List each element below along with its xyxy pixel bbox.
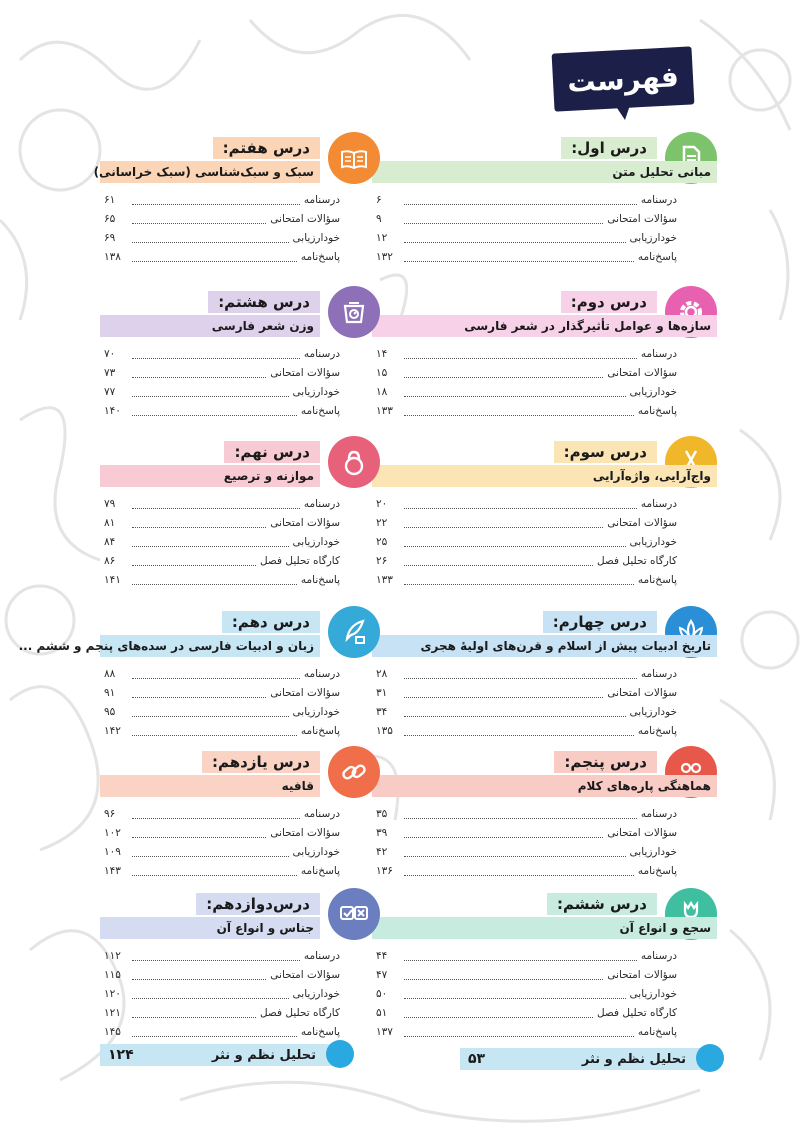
list-item[interactable] (100, 1003, 380, 1022)
lesson-items (100, 804, 380, 880)
book-quill-icon (338, 142, 370, 174)
item-page: ۹۵ (104, 705, 116, 718)
item-page: ۲۰ (376, 497, 388, 510)
list-item[interactable] (372, 382, 717, 401)
list-item[interactable] (372, 228, 717, 247)
item-page: ۲۶ (376, 554, 388, 567)
dot-leader (132, 669, 300, 679)
list-item[interactable] (100, 551, 380, 570)
list-item[interactable] (100, 842, 380, 861)
item-name: کارگاه تحلیل فصل (259, 1006, 340, 1019)
list-item[interactable] (372, 1003, 717, 1022)
item-page: ۳۵ (376, 807, 388, 820)
item-name: سؤالات امتحانی (270, 686, 340, 699)
scale-icon (339, 297, 369, 327)
list-item[interactable] (100, 247, 380, 266)
list-item[interactable] (372, 984, 717, 1003)
summary-dot (326, 1040, 354, 1068)
item-name: خودارزیابی (292, 987, 340, 1000)
item-page: ۷۹ (104, 497, 116, 510)
item-page: ۹۶ (104, 807, 116, 820)
item-name: پاسخ‌نامه (300, 404, 340, 417)
lesson-9[interactable] (100, 436, 380, 586)
summary-analysis-left[interactable] (100, 1044, 340, 1066)
lesson-icon (328, 746, 380, 798)
item-name: سؤالات امتحانی (270, 968, 340, 981)
item-name: خودارزیابی (629, 845, 677, 858)
item-page: ۲۵ (376, 535, 388, 548)
dot-leader (132, 1008, 256, 1018)
item-page: ۴۲ (376, 845, 388, 858)
summary-label: تحلیل نظم و نثر (211, 1047, 316, 1063)
item-name: خودارزیابی (292, 231, 340, 244)
dot-leader (132, 707, 289, 717)
lesson-11[interactable] (100, 746, 380, 886)
item-page: ۱۴ (376, 347, 388, 360)
list-item[interactable] (372, 1022, 717, 1041)
item-page: ۸۸ (104, 667, 116, 680)
list-item[interactable] (372, 683, 717, 702)
lesson-title: واج‌آرایی، واژه‌آرایی (372, 465, 717, 487)
item-page: ۵۰ (376, 987, 388, 1000)
lesson-title: قافیه (100, 775, 320, 797)
item-page: ۱۲ (376, 231, 388, 244)
item-page: ۱۴۲ (104, 724, 121, 737)
dot-leader (404, 726, 634, 736)
list-item[interactable] (100, 344, 380, 363)
list-item[interactable] (372, 532, 717, 551)
list-item[interactable] (372, 804, 717, 823)
list-item[interactable] (372, 551, 717, 570)
item-name: پاسخ‌نامه (637, 1025, 677, 1038)
lesson-title: جناس و انواع آن (100, 917, 320, 939)
list-item[interactable] (100, 1022, 380, 1041)
dot-leader (404, 518, 603, 528)
item-page: ۱۰۲ (104, 826, 121, 839)
item-page: ۷۰ (104, 347, 116, 360)
lesson-4[interactable] (372, 606, 717, 746)
item-page: ۱۳۶ (376, 864, 393, 877)
dot-leader (132, 233, 289, 243)
item-name: سؤالات امتحانی (607, 366, 677, 379)
item-page: ۱۱۲ (104, 949, 121, 962)
lesson-label: درس چهارم: (543, 611, 657, 633)
lesson-title: سازه‌ها و عوامل تأثیرگذار در شعر فارسی (372, 315, 717, 337)
item-name: درسنامه (303, 807, 340, 820)
item-page: ۱۳۵ (376, 724, 393, 737)
dot-leader (404, 556, 593, 566)
item-page: ۷۳ (104, 366, 116, 379)
dot-leader (404, 707, 626, 717)
item-page: ۱۲۱ (104, 1006, 121, 1019)
lesson-title: وزن شعر فارسی (100, 315, 320, 337)
summary-page: ۵۳ (468, 1051, 486, 1067)
item-page: ۱۴۱ (104, 573, 121, 586)
lesson-2[interactable] (372, 286, 717, 426)
lesson-8[interactable] (100, 286, 380, 426)
item-name: پاسخ‌نامه (300, 724, 340, 737)
item-page: ۸۱ (104, 516, 116, 529)
item-page: ۶۹ (104, 231, 116, 244)
lesson-title: سبک و سبک‌شناسی (سبک خراسانی) (100, 161, 320, 183)
list-item[interactable] (372, 664, 717, 683)
dot-leader (404, 847, 626, 857)
lesson-title: تاریخ ادبیات پیش از اسلام و قرن‌های اولیۀ هجری (372, 635, 717, 657)
item-name: پاسخ‌نامه (637, 573, 677, 586)
item-name: پاسخ‌نامه (637, 724, 677, 737)
list-item[interactable] (100, 494, 380, 513)
dot-leader (404, 368, 603, 378)
item-name: درسنامه (640, 667, 677, 680)
lesson-items (372, 344, 717, 420)
lesson-label: درس اول: (561, 137, 657, 159)
list-item[interactable] (372, 823, 717, 842)
lesson-3[interactable] (372, 436, 717, 586)
item-name: پاسخ‌نامه (637, 404, 677, 417)
item-name: خودارزیابی (629, 231, 677, 244)
lesson-items (100, 664, 380, 740)
lesson-label: درس دهم: (222, 611, 320, 633)
dot-leader (132, 970, 266, 980)
list-item[interactable] (100, 984, 380, 1003)
lesson-label: درس هشتم: (208, 291, 320, 313)
item-page: ۸۴ (104, 535, 116, 548)
item-page: ۴۴ (376, 949, 388, 962)
list-item[interactable] (100, 702, 380, 721)
item-name: درسنامه (640, 347, 677, 360)
item-name: پاسخ‌نامه (300, 1025, 340, 1038)
dot-leader (132, 809, 300, 819)
summary-analysis-right[interactable] (460, 1048, 710, 1070)
item-name: سؤالات امتحانی (607, 212, 677, 225)
item-name: سؤالات امتحانی (607, 516, 677, 529)
dot-leader (132, 828, 266, 838)
item-page: ۱۳۷ (376, 1025, 393, 1038)
dot-leader (132, 1027, 297, 1037)
dot-leader (404, 349, 637, 359)
list-item[interactable] (372, 570, 717, 589)
list-item[interactable] (372, 721, 717, 740)
list-item[interactable] (100, 721, 380, 740)
item-name: درسنامه (303, 949, 340, 962)
lesson-label: درس یازدهم: (202, 751, 320, 773)
item-name: خودارزیابی (629, 705, 677, 718)
dot-leader (404, 989, 626, 999)
lesson-5[interactable] (372, 746, 717, 886)
list-item[interactable] (372, 946, 717, 965)
list-item[interactable] (100, 228, 380, 247)
lesson-items (372, 190, 717, 266)
dot-leader (404, 575, 634, 585)
lesson-icon (328, 436, 380, 488)
item-page: ۳۱ (376, 686, 388, 699)
dot-leader (404, 828, 603, 838)
dot-leader (404, 970, 603, 980)
dot-leader (132, 387, 289, 397)
lesson-icon (328, 606, 380, 658)
check-cross-icon (338, 898, 370, 930)
dot-leader (132, 406, 297, 416)
item-name: خودارزیابی (292, 705, 340, 718)
list-item[interactable] (100, 382, 380, 401)
lesson-12[interactable] (100, 888, 380, 1038)
quill-inkpot-icon (339, 617, 369, 647)
item-page: ۵۱ (376, 1006, 388, 1019)
lesson-title: موازنه و ترصیع (100, 465, 320, 487)
item-name: سؤالات امتحانی (607, 968, 677, 981)
dot-leader (132, 726, 297, 736)
item-page: ۶۵ (104, 212, 116, 225)
list-item[interactable] (372, 702, 717, 721)
item-name: سؤالات امتحانی (607, 826, 677, 839)
toc-header-badge (553, 50, 693, 116)
chain-link-icon (339, 757, 369, 787)
dot-leader (404, 669, 637, 679)
item-name: درسنامه (303, 497, 340, 510)
lesson-items (100, 344, 380, 420)
item-page: ۱۳۳ (376, 573, 393, 586)
item-name: درسنامه (303, 347, 340, 360)
lesson-label: درس هفتم: (213, 137, 320, 159)
dot-leader (404, 537, 626, 547)
lesson-6[interactable] (372, 888, 717, 1038)
item-page: ۲۲ (376, 516, 388, 529)
dot-leader (404, 387, 626, 397)
lesson-1[interactable] (372, 132, 717, 272)
item-page: ۱۴۵ (104, 1025, 121, 1038)
item-name: درسنامه (640, 193, 677, 206)
kettlebell-icon (339, 447, 369, 477)
dot-leader (404, 951, 637, 961)
lesson-10[interactable] (18, 606, 380, 746)
item-name: کارگاه تحلیل فصل (596, 1006, 677, 1019)
dot-leader (132, 951, 300, 961)
list-item[interactable] (372, 494, 717, 513)
list-item[interactable] (100, 532, 380, 551)
dot-leader (132, 575, 297, 585)
dot-leader (132, 349, 300, 359)
lesson-items (100, 190, 380, 266)
lesson-label: درس پنجم: (554, 751, 657, 773)
item-page: ۸۶ (104, 554, 116, 567)
lesson-label: درس ششم: (547, 893, 657, 915)
dot-leader (132, 214, 266, 224)
lesson-items (372, 494, 717, 589)
item-name: درسنامه (640, 497, 677, 510)
list-item[interactable] (100, 570, 380, 589)
lesson-title: مبانی تحلیل متن (372, 161, 717, 183)
dot-leader (132, 688, 266, 698)
page-title: فهرست (552, 46, 695, 111)
list-item[interactable] (100, 190, 380, 209)
list-item[interactable] (372, 401, 717, 420)
list-item[interactable] (100, 513, 380, 532)
item-page: ۷۷ (104, 385, 116, 398)
dot-leader (132, 847, 289, 857)
list-item[interactable] (100, 401, 380, 420)
dot-leader (132, 518, 266, 528)
item-name: پاسخ‌نامه (300, 573, 340, 586)
list-item[interactable] (372, 344, 717, 363)
list-item[interactable] (100, 664, 380, 683)
list-item[interactable] (100, 946, 380, 965)
lesson-label: درس دوم: (561, 291, 657, 313)
item-name: پاسخ‌نامه (300, 250, 340, 263)
dot-leader (404, 809, 637, 819)
list-item[interactable] (100, 804, 380, 823)
item-name: خودارزیابی (629, 987, 677, 1000)
dot-leader (404, 214, 603, 224)
lesson-label: درس نهم: (224, 441, 320, 463)
item-name: سؤالات امتحانی (270, 516, 340, 529)
list-item[interactable] (100, 209, 380, 228)
item-name: پاسخ‌نامه (637, 864, 677, 877)
item-page: ۹۱ (104, 686, 116, 699)
lesson-label: درس‌دوازدهم: (196, 893, 320, 915)
item-page: ۱۲۰ (104, 987, 121, 1000)
item-page: ۱۸ (376, 385, 388, 398)
lesson-label: درس سوم: (554, 441, 657, 463)
item-page: ۲۸ (376, 667, 388, 680)
list-item[interactable] (372, 190, 717, 209)
lesson-7[interactable] (93, 132, 380, 272)
item-page: ۱۴۳ (104, 864, 121, 877)
list-item[interactable] (100, 683, 380, 702)
item-name: کارگاه تحلیل فصل (596, 554, 677, 567)
dot-leader (132, 866, 297, 876)
item-page: ۱۳۳ (376, 404, 393, 417)
list-item[interactable] (372, 861, 717, 880)
item-page: ۳۴ (376, 705, 388, 718)
dot-leader (404, 406, 634, 416)
item-page: ۱۰۹ (104, 845, 121, 858)
dot-leader (132, 195, 300, 205)
item-name: خودارزیابی (292, 535, 340, 548)
dot-leader (132, 556, 256, 566)
list-item[interactable] (372, 965, 717, 984)
item-page: ۳۹ (376, 826, 388, 839)
list-item[interactable] (100, 363, 380, 382)
dot-leader (404, 252, 634, 262)
list-item[interactable] (100, 861, 380, 880)
item-name: پاسخ‌نامه (637, 250, 677, 263)
item-page: ۶ (376, 193, 382, 206)
dot-leader (404, 1008, 593, 1018)
dot-leader (404, 1027, 634, 1037)
dot-leader (404, 499, 637, 509)
item-page: ۴۷ (376, 968, 388, 981)
lesson-items (100, 494, 380, 589)
lesson-items (372, 946, 717, 1041)
lesson-title: هماهنگی پاره‌های کلام (372, 775, 717, 797)
dot-leader (132, 989, 289, 999)
item-name: خودارزیابی (292, 385, 340, 398)
item-name: درسنامه (303, 193, 340, 206)
item-name: خودارزیابی (292, 845, 340, 858)
item-name: سؤالات امتحانی (270, 212, 340, 225)
dot-leader (404, 195, 637, 205)
item-name: درسنامه (640, 949, 677, 962)
item-name: خودارزیابی (629, 535, 677, 548)
dot-leader (132, 368, 266, 378)
item-page: ۱۴۰ (104, 404, 121, 417)
lesson-title: سجع و انواع آن (372, 917, 717, 939)
dot-leader (404, 866, 634, 876)
item-name: کارگاه تحلیل فصل (259, 554, 340, 567)
lesson-items (100, 946, 380, 1041)
lesson-title: زبان و ادبیات فارسی در سده‌های پنجم و ششم ... (100, 635, 320, 657)
lesson-items (372, 664, 717, 740)
item-page: ۱۱۵ (104, 968, 121, 981)
list-item[interactable] (372, 842, 717, 861)
item-page: ۱۳۸ (104, 250, 121, 263)
list-item[interactable] (100, 823, 380, 842)
item-name: خودارزیابی (629, 385, 677, 398)
list-item[interactable] (372, 209, 717, 228)
item-page: ۱۳۲ (376, 250, 393, 263)
dot-leader (404, 233, 626, 243)
lesson-icon (328, 286, 380, 338)
item-page: ۶۱ (104, 193, 116, 206)
list-item[interactable] (372, 513, 717, 532)
list-item[interactable] (372, 247, 717, 266)
item-name: سؤالات امتحانی (270, 826, 340, 839)
summary-label: تحلیل نظم و نثر (581, 1051, 686, 1067)
item-page: ۱۵ (376, 366, 388, 379)
item-name: درسنامه (640, 807, 677, 820)
dot-leader (132, 537, 289, 547)
badge-tail (613, 102, 631, 120)
item-name: درسنامه (303, 667, 340, 680)
list-item[interactable] (372, 363, 717, 382)
item-name: سؤالات امتحانی (270, 366, 340, 379)
item-name: پاسخ‌نامه (300, 864, 340, 877)
lesson-icon (328, 888, 380, 940)
item-name: سؤالات امتحانی (607, 686, 677, 699)
dot-leader (132, 499, 300, 509)
summary-dot (696, 1044, 724, 1072)
item-page: ۹ (376, 212, 382, 225)
dot-leader (132, 252, 297, 262)
lesson-items (372, 804, 717, 880)
summary-page: ۱۲۴ (108, 1047, 134, 1063)
lesson-icon (328, 132, 380, 184)
dot-leader (404, 688, 603, 698)
list-item[interactable] (100, 965, 380, 984)
